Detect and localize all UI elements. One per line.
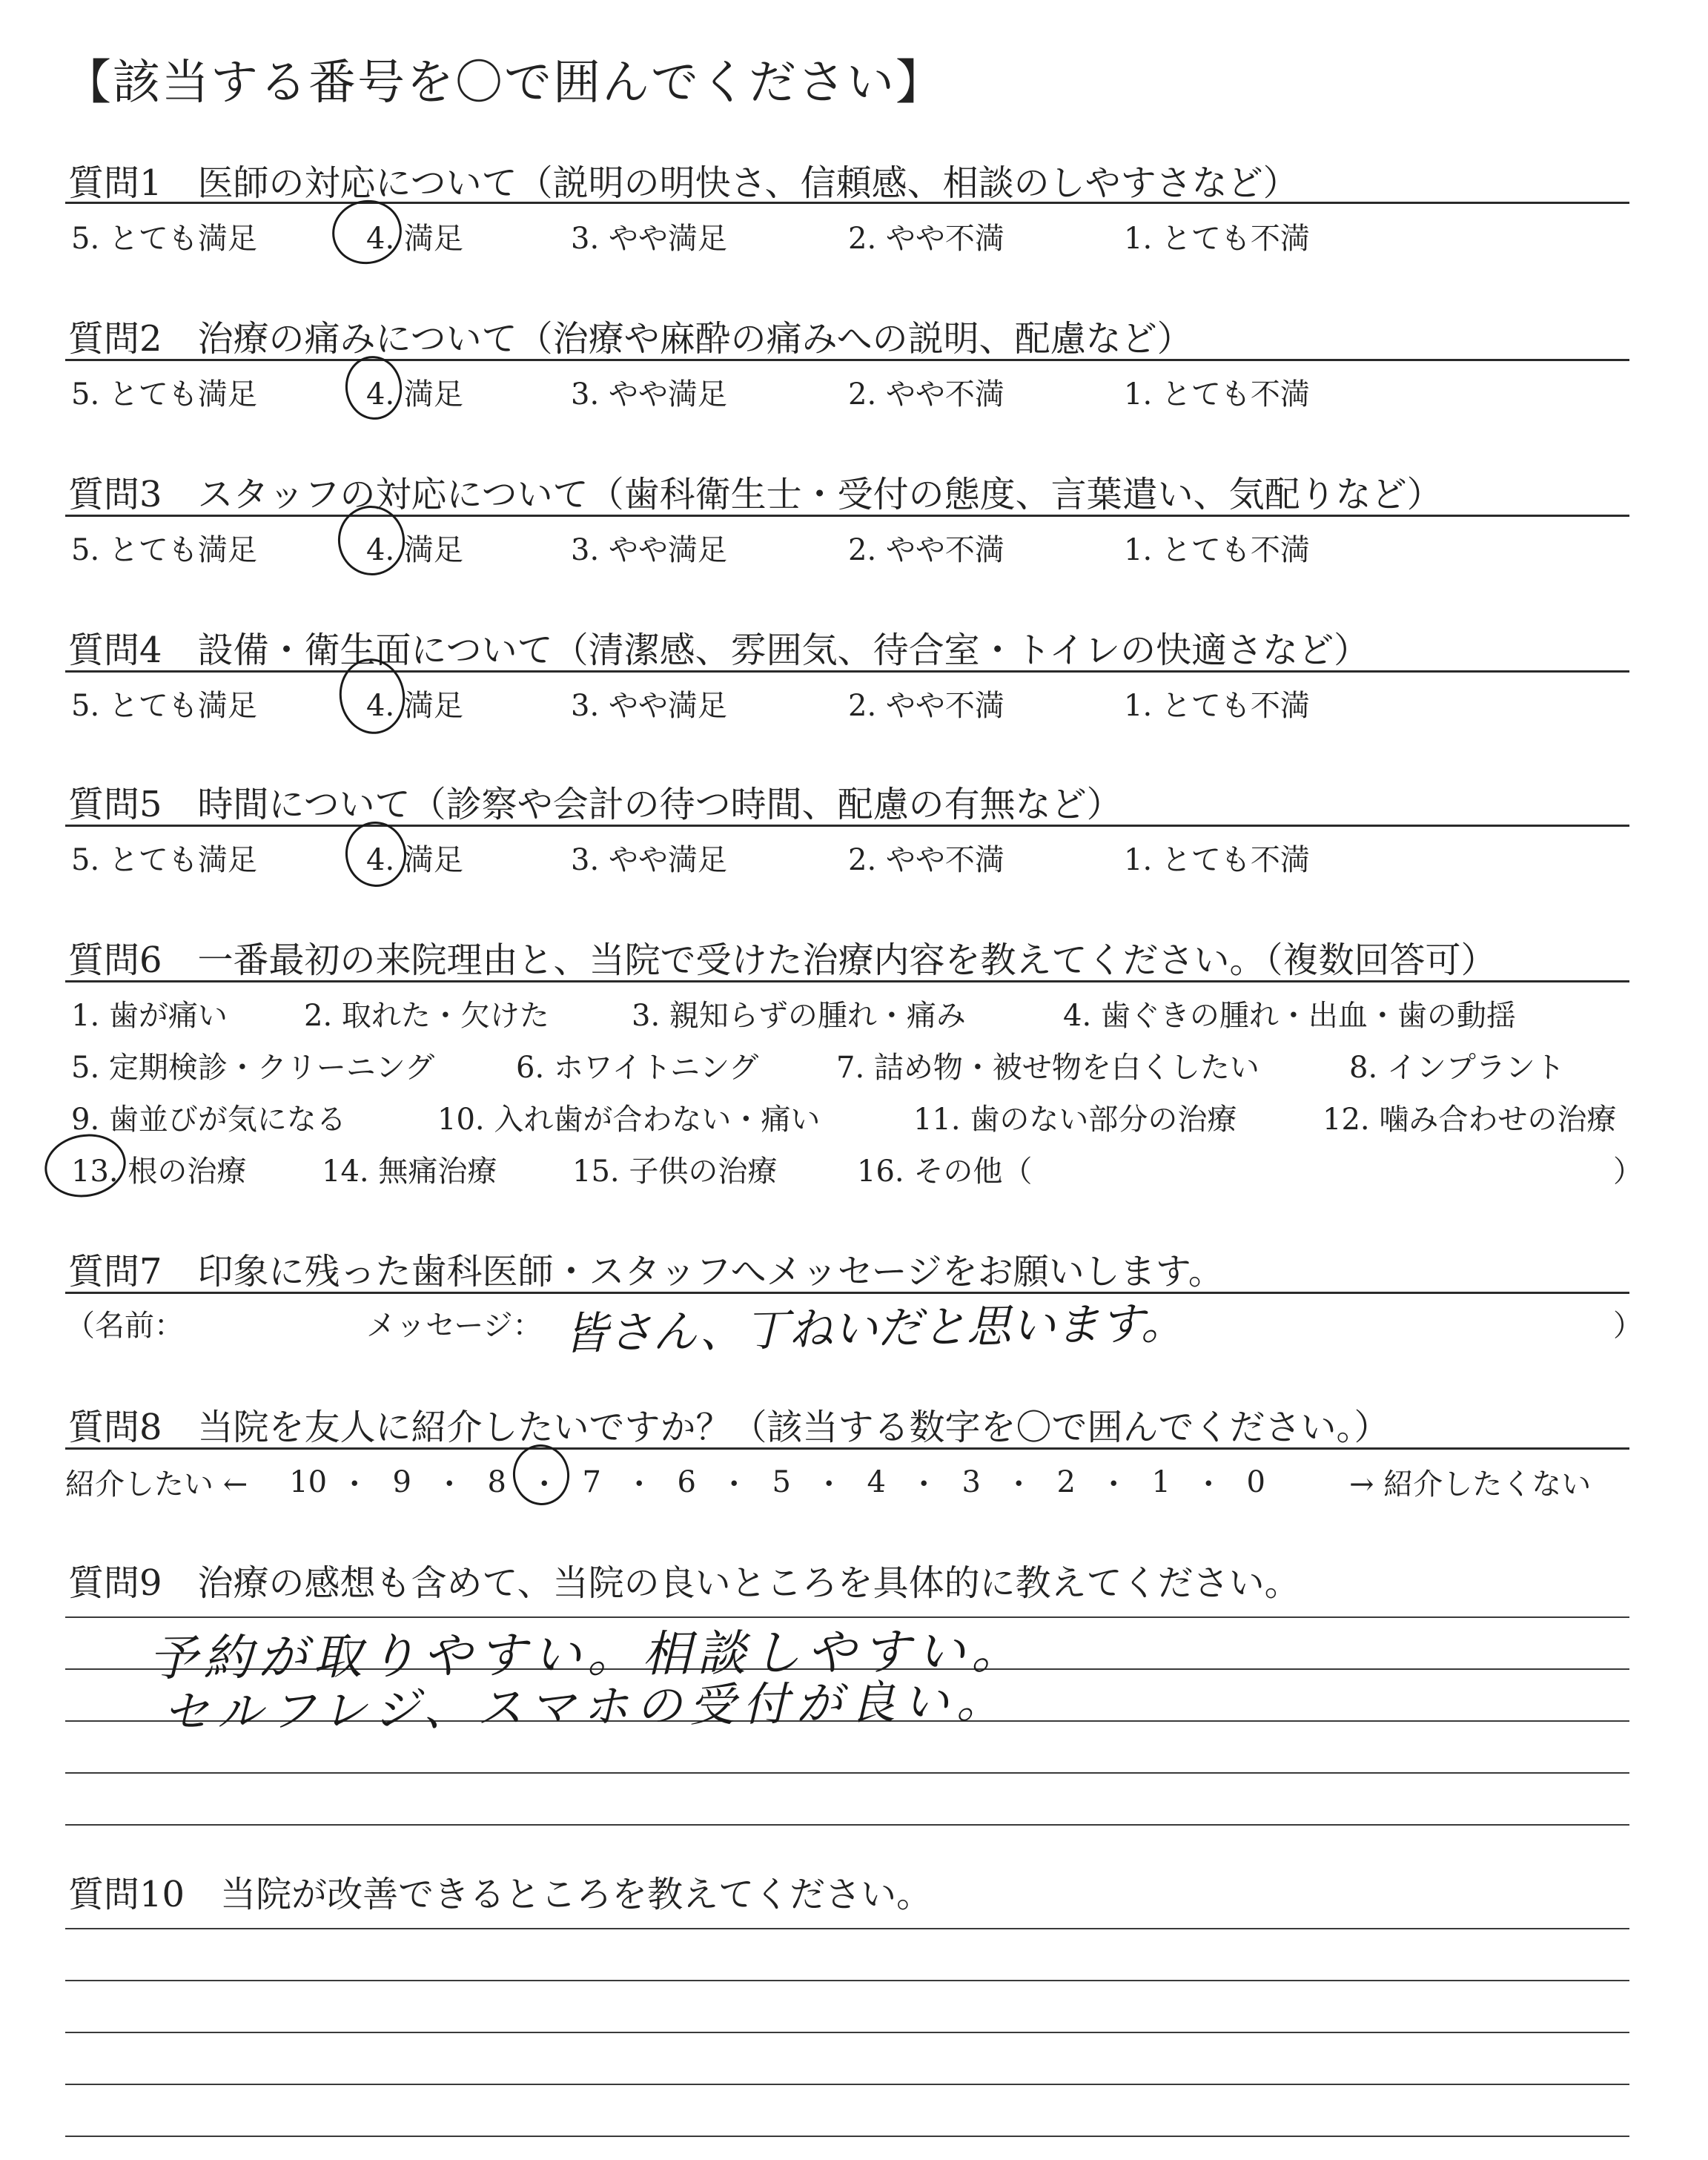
q1-option-3[interactable]: 3. やや満足	[571, 222, 727, 256]
q5-option-4[interactable]: 4. 満足	[366, 843, 463, 877]
q6-selection-circle	[40, 1128, 131, 1203]
q3-option-4[interactable]: 4. 満足	[366, 533, 463, 567]
q10-line-4	[65, 2084, 1629, 2085]
q9-answer-line-1: 予約が取りやすい。相談しやすい。	[148, 1622, 1027, 1688]
q6-option-16[interactable]: 16. その他（	[857, 1155, 1033, 1189]
q8-separator: ・	[1099, 1467, 1129, 1502]
q6-option-8[interactable]: 8. インプラント	[1349, 1051, 1565, 1085]
q4-option-2[interactable]: 2. やや不満	[848, 689, 1004, 723]
q6-option-14[interactable]: 14. 無痛治療	[322, 1155, 497, 1189]
q1-option-1[interactable]: 1. とても不満	[1124, 222, 1310, 256]
q6-option-10[interactable]: 10. 入れ歯が合わない・痛い	[437, 1103, 821, 1137]
q4-option-3[interactable]: 3. やや満足	[571, 689, 727, 723]
question-4-rule	[65, 670, 1629, 673]
q6-option-16-close: ）	[1613, 1155, 1643, 1189]
q1-option-4[interactable]: 4. 満足	[366, 222, 463, 256]
question-5-rule	[65, 825, 1629, 827]
q4-option-5[interactable]: 5. とても満足	[71, 689, 257, 723]
q5-option-5[interactable]: 5. とても満足	[71, 843, 257, 877]
question-1-rule	[65, 202, 1629, 204]
q5-option-3[interactable]: 3. やや満足	[571, 843, 727, 877]
q7-handwritten-message: 皆さん、丁ねいだと思います。	[563, 1297, 1186, 1361]
q5-option-1[interactable]: 1. とても不満	[1124, 843, 1310, 877]
question-2-rule	[65, 359, 1629, 361]
q8-separator: ・	[624, 1467, 655, 1502]
q6-option-5[interactable]: 5. 定期検診・クリーニング	[71, 1051, 435, 1085]
q8-separator: ・	[434, 1467, 465, 1502]
q2-option-3[interactable]: 3. やや満足	[571, 377, 727, 412]
q9-line-4	[65, 1772, 1629, 1774]
q3-option-5[interactable]: 5. とても満足	[71, 533, 257, 567]
question-8-rule	[65, 1447, 1629, 1450]
q6-option-7[interactable]: 7. 詰め物・被せ物を白くしたい	[836, 1051, 1260, 1085]
q6-option-2[interactable]: 2. 取れた・欠けた	[304, 999, 549, 1033]
q7-name-label: （名前：	[65, 1309, 184, 1343]
q10-line-1	[65, 1928, 1629, 1929]
q8-separator: ・	[1194, 1467, 1224, 1502]
question-8-title: 質問8 当院を友人に紹介したいですか？（該当する数字を〇で囲んでください。）	[68, 1407, 1390, 1448]
question-4-title: 質問4 設備・衛生面について（清潔感、雰囲気、待合室・トイレの快適さなど）	[68, 630, 1370, 671]
q9-line-5	[65, 1824, 1629, 1826]
q5-option-2[interactable]: 2. やや不満	[848, 843, 1004, 877]
q5-selection-circle	[341, 818, 410, 891]
question-3-rule	[65, 515, 1629, 517]
q10-line-5	[65, 2136, 1629, 2137]
q9-answer-line-2: セルフレジ、スマホの受付が良い。	[162, 1674, 1010, 1740]
q8-scale-5[interactable]: 5	[772, 1464, 791, 1499]
question-9-title: 質問9 治療の感想も含めて、当院の良いところを具体的に教えてください。	[68, 1562, 1300, 1604]
q8-right-label: → 紹介したくない	[1349, 1467, 1592, 1502]
q8-separator: ・	[529, 1467, 560, 1502]
q6-option-12[interactable]: 12. 噛み合わせの治療	[1323, 1103, 1617, 1137]
q8-separator: ・	[340, 1467, 370, 1502]
q8-scale-2[interactable]: 2	[1056, 1464, 1076, 1499]
q8-scale-1[interactable]: 1	[1151, 1464, 1171, 1499]
q8-scale-8[interactable]: 8	[487, 1464, 506, 1499]
question-1-title: 質問1 医師の対応について（説明の明快さ、信頼感、相談のしやすさなど）	[68, 162, 1299, 204]
q7-message-label: メッセージ：	[366, 1309, 543, 1343]
question-10-title: 質問10 当院が改善できるところを教えてください。	[68, 1874, 933, 1915]
q6-option-9[interactable]: 9. 歯並びが気になる	[71, 1103, 346, 1137]
q2-option-5[interactable]: 5. とても満足	[71, 377, 257, 412]
q6-option-4[interactable]: 4. 歯ぐきの腫れ・出血・歯の動揺	[1063, 999, 1516, 1033]
question-2-title: 質問2 治療の痛みについて（治療や麻酔の痛みへの説明、配慮など）	[68, 318, 1193, 360]
q6-option-6[interactable]: 6. ホワイトニング	[516, 1051, 759, 1085]
question-7-title: 質問7 印象に残った歯科医師・スタッフへメッセージをお願いします。	[68, 1251, 1224, 1292]
q8-scale-7[interactable]: 7	[582, 1464, 601, 1499]
question-3-title: 質問3 スタッフの対応について（歯科衛生士・受付の態度、言葉遣い、気配りなど）	[68, 474, 1443, 515]
question-5-title: 質問5 時間について（診察や会計の待つ時間、配慮の有無など）	[68, 784, 1122, 825]
q6-option-1[interactable]: 1. 歯が痛い	[71, 999, 228, 1033]
q10-line-2	[65, 1980, 1629, 1981]
q8-scale-6[interactable]: 6	[677, 1464, 696, 1499]
q8-separator: ・	[814, 1467, 844, 1502]
q1-option-2[interactable]: 2. やや不満	[848, 222, 1004, 256]
q1-option-5[interactable]: 5. とても満足	[71, 222, 257, 256]
question-6-rule	[65, 980, 1629, 982]
q8-separator: ・	[1004, 1467, 1034, 1502]
q10-line-3	[65, 2032, 1629, 2033]
q3-option-3[interactable]: 3. やや満足	[571, 533, 727, 567]
q4-option-1[interactable]: 1. とても不満	[1124, 689, 1310, 723]
q2-option-1[interactable]: 1. とても不満	[1124, 377, 1310, 412]
q8-scale	[65, 1461, 1274, 1503]
q8-separator: ・	[909, 1467, 939, 1502]
q8-separator: ・	[719, 1467, 749, 1502]
q3-option-1[interactable]: 1. とても不満	[1124, 533, 1310, 567]
page-title: 【該当する番号を〇で囲んでください】	[64, 56, 944, 110]
question-6-title: 質問6 一番最初の来院理由と、当院で受けた治療内容を教えてください。（複数回答可）	[68, 939, 1497, 981]
q8-left-label: 紹介したい ←	[65, 1467, 248, 1502]
q6-option-15[interactable]: 15. 子供の治療	[572, 1155, 778, 1189]
q6-option-11[interactable]: 11. 歯のない部分の治療	[913, 1103, 1237, 1137]
q7-close: ）	[1613, 1309, 1643, 1343]
q8-scale-4[interactable]: 4	[867, 1464, 886, 1499]
q8-scale-3[interactable]: 3	[961, 1464, 981, 1499]
q8-scale-9[interactable]: 9	[392, 1464, 411, 1499]
q4-option-4[interactable]: 4. 満足	[366, 689, 463, 723]
q6-option-13[interactable]: 13. 根の治療	[71, 1155, 247, 1189]
q3-option-2[interactable]: 2. やや不満	[848, 533, 1004, 567]
q2-option-2[interactable]: 2. やや不満	[848, 377, 1004, 412]
q2-option-4[interactable]: 4. 満足	[366, 377, 463, 412]
q8-scale-10[interactable]: 10	[289, 1464, 328, 1499]
q6-option-3[interactable]: 3. 親知らずの腫れ・痛み	[632, 999, 966, 1033]
q8-scale-0[interactable]: 0	[1246, 1464, 1265, 1499]
